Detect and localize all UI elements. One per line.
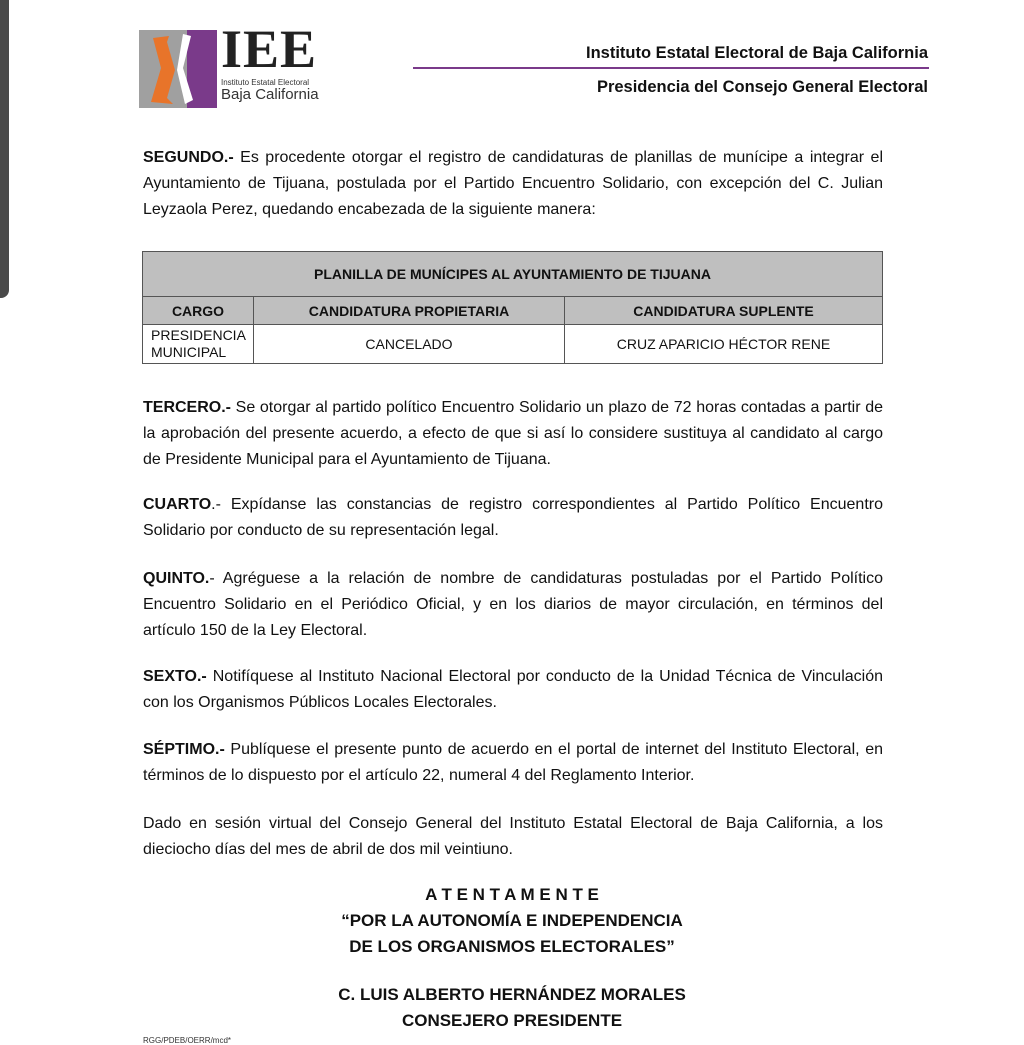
cell-suplente: CRUZ APARICIO HÉCTOR RENE xyxy=(565,325,883,364)
segundo-label: SEGUNDO.- xyxy=(143,149,234,166)
planilla-table xyxy=(142,251,883,364)
iee-logo xyxy=(139,19,319,110)
column-header-propietaria: CANDIDATURA PROPIETARIA xyxy=(254,297,565,325)
paragraph-quinto xyxy=(143,566,883,644)
column-header-cargo: CARGO xyxy=(143,297,254,325)
paragraph-septimo xyxy=(143,737,883,789)
cell-propietaria: CANCELADO xyxy=(254,325,565,364)
paragraph-sexto xyxy=(143,664,883,716)
logo-region: Baja California xyxy=(221,86,319,103)
table-title: PLANILLA DE MUNÍCIPES AL AYUNTAMIENTO DE TIJUANA xyxy=(143,252,883,297)
septimo-label: SÉPTIMO.- xyxy=(143,741,225,758)
septimo-text: Publíquese el presente punto de acuerdo en el portal de internet del Instituto Electoral, en términos de lo dispuesto por el artículo 22, numeral 4 del Reglamento Interior. xyxy=(143,741,883,784)
paragraph-tercero xyxy=(143,395,883,473)
sexto-label: SEXTO.- xyxy=(143,668,207,685)
iee-logo-mark-icon xyxy=(139,28,219,110)
column-header-suplente: CANDIDATURA SUPLENTE xyxy=(565,297,883,325)
cuarto-label: CUARTO xyxy=(143,496,212,513)
footnote-initials: RGG/PDEB/OERR/mcd* xyxy=(143,1036,232,1045)
signatory-name: C. LUIS ALBERTO HERNÁNDEZ MORALES xyxy=(338,985,686,1004)
department-name: Presidencia del Consejo General Electoral xyxy=(596,78,928,96)
paragraph-closing: Dado en sesión virtual del Consejo General del Instituto Estatal Electoral de Baja California, a los dieciocho días del mes de abril de dos mil veintiuno. xyxy=(143,815,883,858)
header-divider xyxy=(413,67,929,69)
logo-text: IEE xyxy=(221,19,318,79)
paragraph-segundo xyxy=(143,145,883,223)
scrollbar-edge[interactable] xyxy=(0,0,9,298)
table-row xyxy=(143,325,883,364)
quinto-text: - Agréguese a la relación de nombre de candidaturas postuladas por el Partido Político Encuentro Solidario en el Periódico Oficial, y en los diarios de mayor circulación, en términos del artículo 150 de la Ley Electoral. xyxy=(143,570,883,639)
tercero-text: Se otorgar al partido político Encuentro Solidario un plazo de 72 horas contadas a partir de la aprobación del presente acuerdo, a efecto de que si así lo considere sustituya al candidato al cargo de Presidente Municipal para el Ayuntamiento de Tijuana. xyxy=(143,399,883,468)
tercero-label: TERCERO.- xyxy=(143,399,231,416)
motto-line-1: “POR LA AUTONOMÍA E INDEPENDENCIA xyxy=(341,911,683,930)
institution-name: Instituto Estatal Electoral de Baja California xyxy=(586,44,928,62)
logo-subtitle: Instituto Estatal Electoral xyxy=(221,78,310,87)
motto-line-2: DE LOS ORGANISMOS ELECTORALES” xyxy=(349,937,675,956)
signatory-position: CONSEJERO PRESIDENTE xyxy=(401,1011,623,1030)
sexto-text: Notifíquese al Instituto Nacional Electoral por conducto de la Unidad Técnica de Vinculación con los Organismos Públicos Locales Electorales. xyxy=(143,668,883,711)
paragraph-cuarto xyxy=(143,492,883,544)
atentamente: A T E N T A M E N T E xyxy=(425,885,599,904)
quinto-label: QUINTO. xyxy=(143,570,210,587)
cuarto-text: .- Expídanse las constancias de registro correspondientes al Partido Político Encuentro Solidario por conducto de su representación legal. xyxy=(143,496,883,539)
cell-cargo: PRESIDENCIA MUNICIPAL xyxy=(143,325,254,364)
segundo-text: Es procedente otorgar el registro de candidaturas de planillas de munícipe a integrar el Ayuntamiento de Tijuana, postulada por el Partido Encuentro Solidario, con excepción del C. Julian Leyzaola Perez, quedando encabezada de la siguiente manera: xyxy=(143,149,883,218)
